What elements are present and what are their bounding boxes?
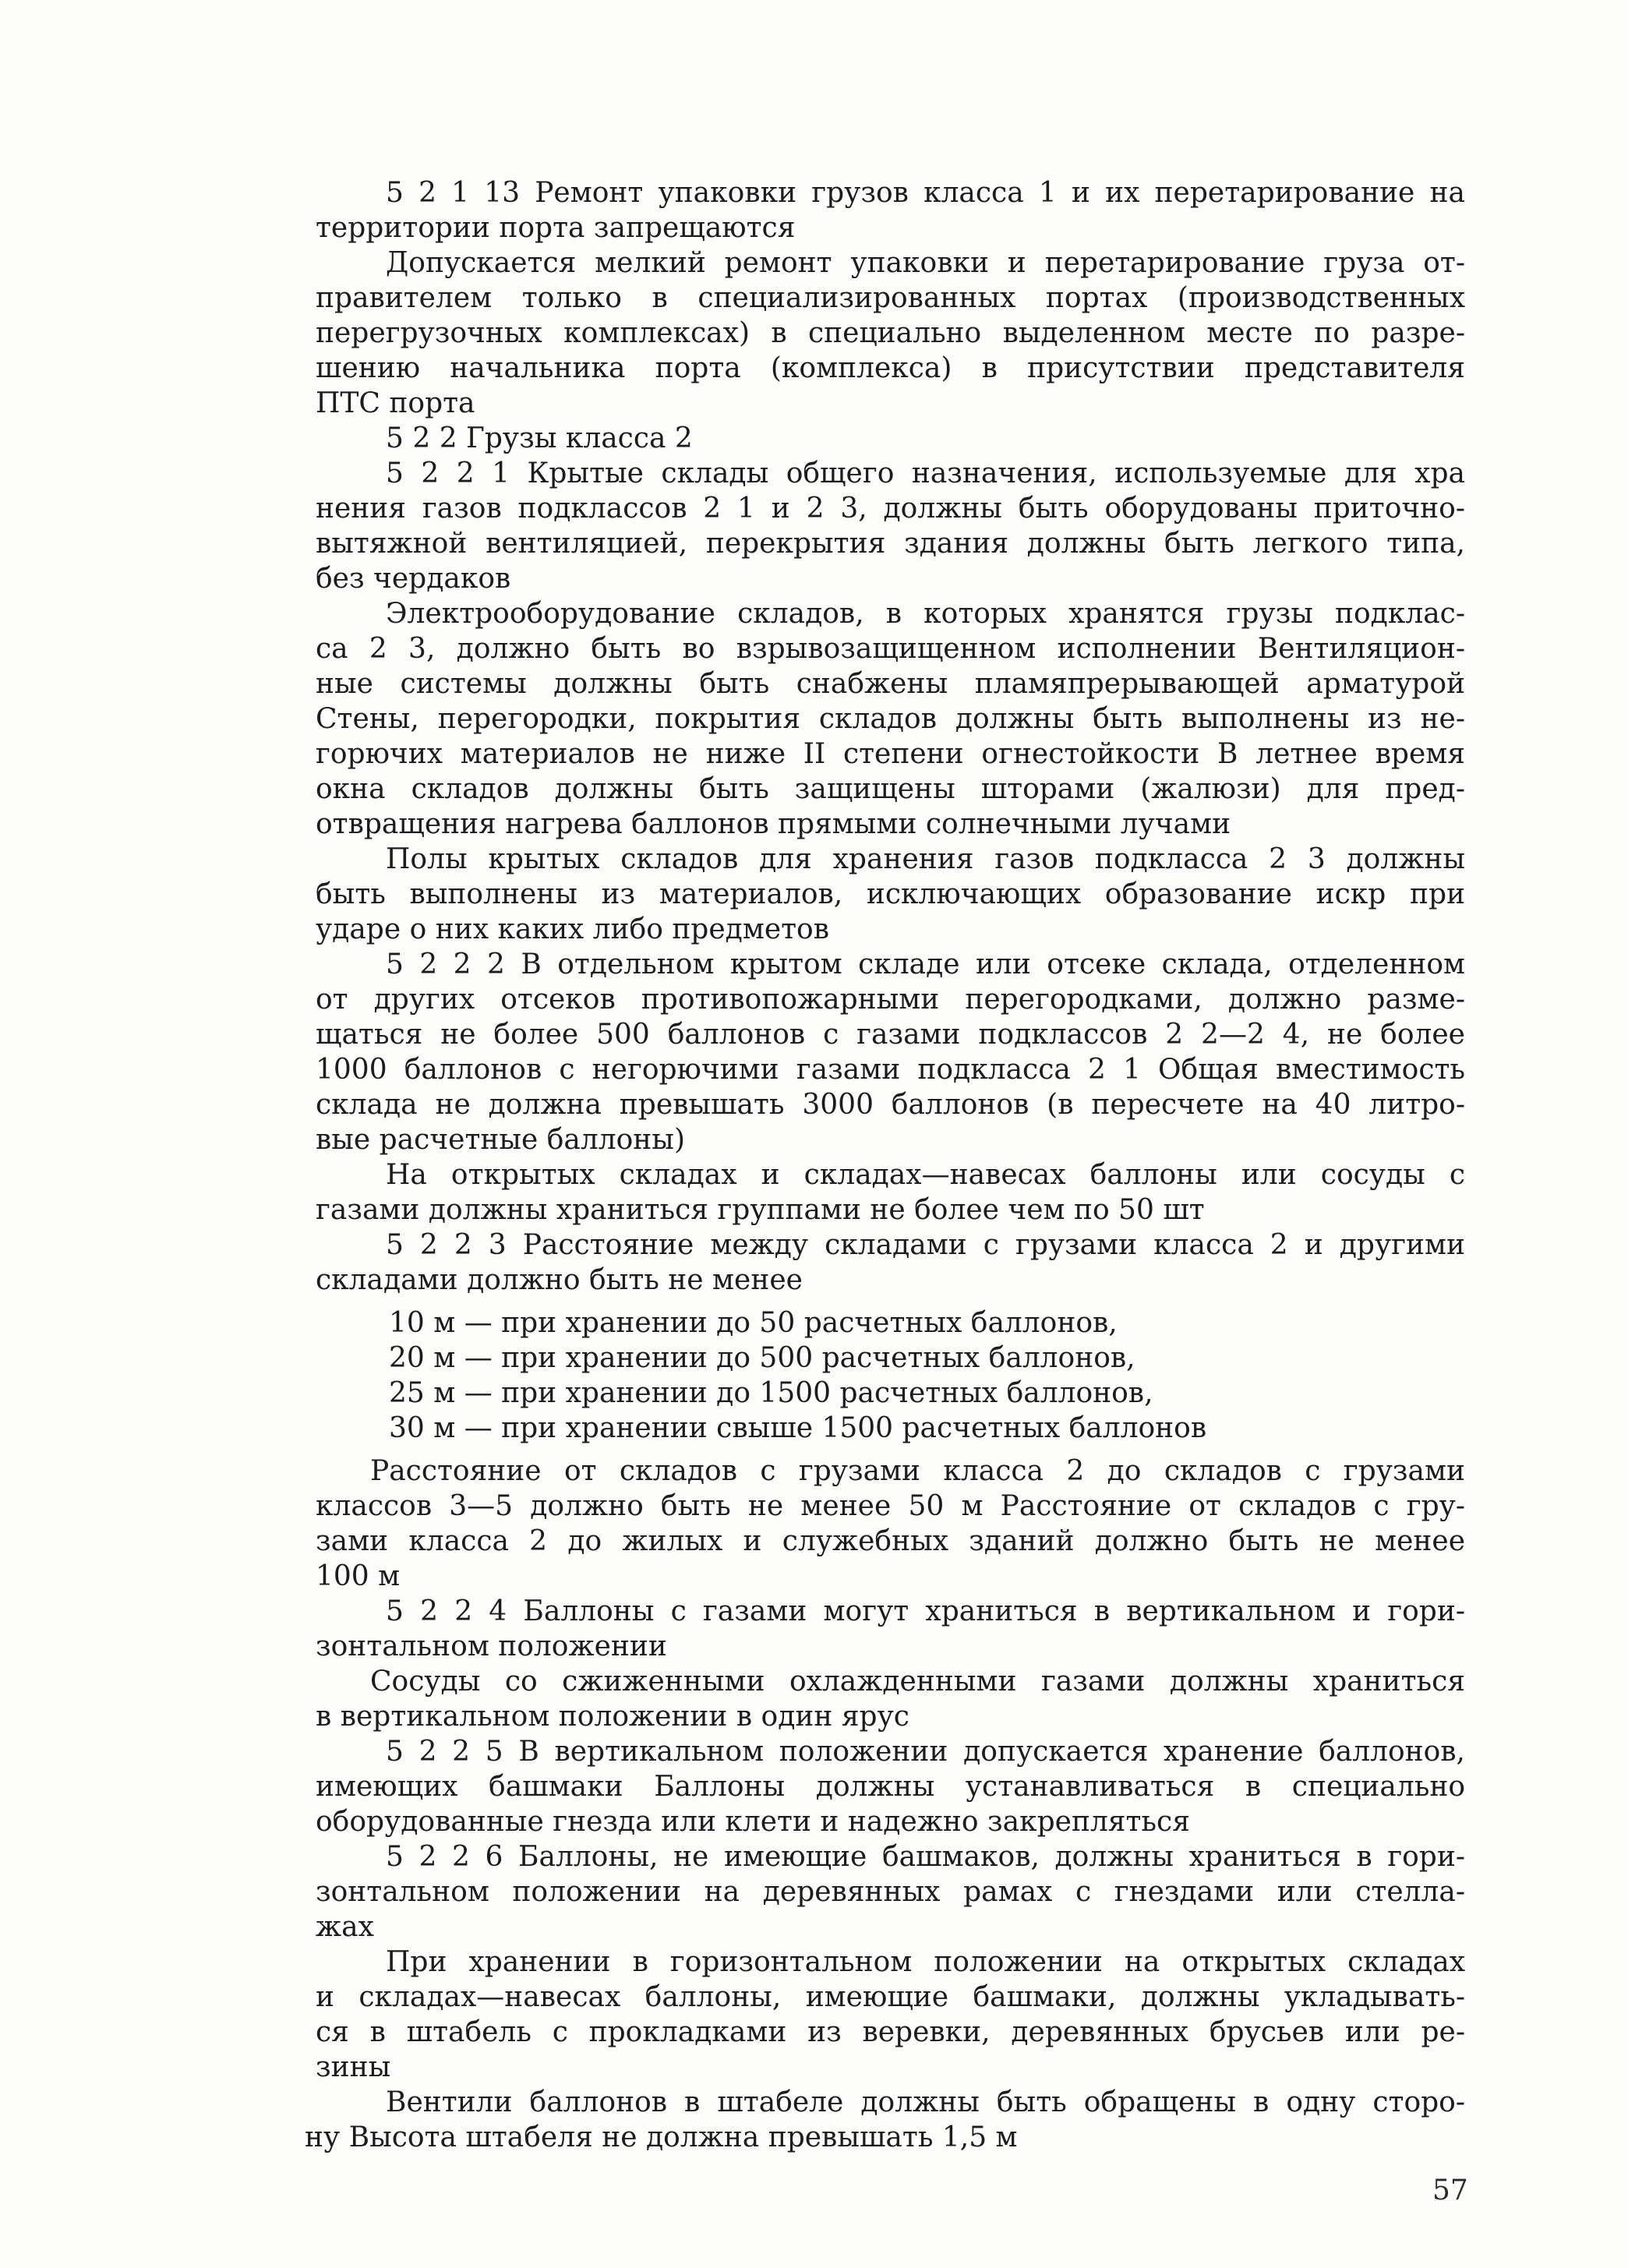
text-line: склада не должна превышать 3000 баллонов (в пересчете на 40 литро- (316, 1089, 1465, 1121)
text-line: горючих материалов не ниже II степени огнестойкости В летнее время (316, 738, 1465, 770)
text-line: ся в штабель с прокладками из веревки, деревянных брусьев или ре- (316, 2016, 1465, 2048)
text-line: классов 3—5 должно быть не менее 50 м Расстояние от складов с гру- (316, 1490, 1465, 1522)
text-line: вытяжной вентиляцией, перекрытия здания должны быть легкого типа, (316, 528, 1465, 560)
text-line: са 2 3, должно быть во взрывозащищенном исполнении Вентиляцион- (316, 633, 1465, 665)
text-line: щаться не более 500 баллонов с газами подклассов 2 2—2 4, не более (316, 1019, 1465, 1051)
text-line: имеющих башмаки Баллоны должны устанавливаться в специально (316, 1771, 1465, 1803)
text-line: ные системы должны быть снабжены пламяпрерывающей арматурой (316, 668, 1465, 700)
text-line: газами должны храниться группами не более чем по 50 шт (316, 1194, 1205, 1226)
section-heading: 5 2 2 Грузы класса 2 (386, 422, 693, 454)
text-line: 5 2 2 5 В вертикальном положении допускается хранение баллонов, (386, 1736, 1465, 1768)
text-line: ударе о них каких либо предметов (316, 913, 829, 945)
text-line: в вертикальном положении в один ярус (316, 1701, 909, 1733)
text-line: Вентили баллонов в штабеле должны быть обращены в одну сторо- (386, 2086, 1465, 2118)
page-number: 57 (1432, 2174, 1468, 2206)
text-line: Допускается мелкий ремонт упаковки и перетарирование груза от- (386, 247, 1465, 279)
text-line: оборудованные гнезда или клети и надежно закрепляться (316, 1806, 1190, 1838)
text-line: правителем только в специализированных портах (производственных (316, 282, 1465, 314)
text-line: быть выполнены из материалов, исключающих образование искр при (316, 878, 1465, 910)
text-line: 5 2 2 4 Баллоны с газами могут храниться в вертикальном и гори- (386, 1595, 1465, 1627)
text-line: и складах—навесах баллоны, имеющие башмаки, должны укладывать- (316, 1981, 1465, 2013)
text-line: 5 2 2 3 Расстояние между складами с грузами класса 2 и другими (386, 1229, 1465, 1261)
text-line: 5 2 2 2 В отдельном крытом складе или отсеке склада, отделенном (386, 949, 1465, 980)
text-line: жах (316, 1911, 374, 1943)
text-line: складами должно быть не менее (316, 1264, 803, 1296)
text-line: ну Высота штабеля не должна превышать 1,5 м (305, 2121, 1018, 2153)
text-line: зами класса 2 до жилых и служебных зданий должно быть не менее (316, 1525, 1465, 1557)
text-line: 5 2 2 6 Баллоны, не имеющие башмаков, должны храниться в гори- (386, 1841, 1465, 1873)
text-line: зины (316, 2051, 391, 2083)
text-line: зонтальном положении (316, 1630, 667, 1662)
text-line: зонтальном положении на деревянных рамах с гнездами или стелла- (316, 1876, 1465, 1908)
list-item: 30 м — при хранении свыше 1500 расчетных баллонов (389, 1412, 1207, 1444)
text-line: Электрооборудование складов, в которых хранятся грузы подклас- (386, 598, 1465, 630)
list-item: 10 м — при хранении до 50 расчетных баллонов, (389, 1307, 1118, 1339)
text-line: При хранении в горизонтальном положении на открытых складах (386, 1946, 1465, 1978)
text-line: без чердаков (316, 563, 511, 595)
text-line: окна складов должны быть защищены шторами (жалюзи) для пред- (316, 773, 1465, 805)
text-line: Стены, перегородки, покрытия складов должны быть выполнены из не- (316, 703, 1465, 735)
text-line: На открытых складах и складах—навесах баллоны или сосуды с (386, 1159, 1465, 1191)
text-line: шению начальника порта (комплекса) в присутствии представителя (316, 352, 1465, 384)
list-item: 20 м — при хранении до 500 расчетных баллонов, (389, 1342, 1135, 1374)
text-line: Расстояние от складов с грузами класса 2 до складов с грузами (370, 1455, 1465, 1487)
text-line: 1000 баллонов с негорючими газами подкласса 2 1 Общая вместимость (316, 1054, 1465, 1086)
text-line: вые расчетные баллоны) (316, 1124, 685, 1156)
list-item: 25 м — при хранении до 1500 расчетных баллонов, (389, 1377, 1153, 1409)
text-line: 5 2 1 13 Ремонт упаковки грузов класса 1 и их перетарирование на (386, 177, 1465, 209)
text-line: ПТС порта (316, 387, 475, 419)
text-line: Сосуды со сжиженными охлажденными газами должны храниться (370, 1666, 1465, 1697)
text-line: 100 м (316, 1560, 401, 1592)
text-line: территории порта запрещаются (316, 212, 796, 244)
text-line: нения газов подклассов 2 1 и 2 3, должны быть оборудованы приточно- (316, 493, 1465, 525)
document-page (305, 175, 1465, 2155)
text-line: Полы крытых складов для хранения газов подкласса 2 3 должны (386, 843, 1465, 875)
text-line: перегрузочных комплексах) в специально выделенном месте по разре- (316, 317, 1465, 349)
text-line: 5 2 2 1 Крытые склады общего назначения, используемые для хра (386, 457, 1465, 489)
text-line: от других отсеков противопожарными перегородками, должно разме- (316, 984, 1465, 1016)
text-line: отвращения нагрева баллонов прямыми солнечными лучами (316, 808, 1231, 840)
